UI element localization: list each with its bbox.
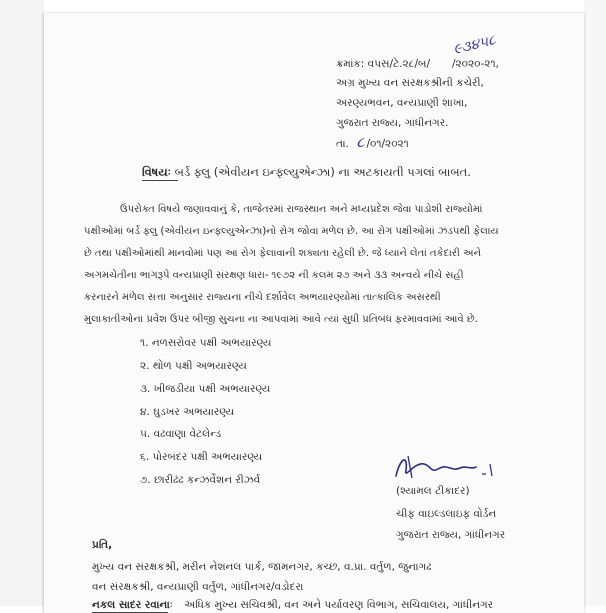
signatory-name: (શ્યામલ ટીકાદર) [396,485,470,497]
body-line-3: છે તથા પક્ષીઓમાંથી માનવોમાં પણ આ રોગ ફેલાવાની શક્યતા રહેલી છે. જે ધ્યાને લેતાં તકેદારી અને [84,248,482,259]
copy-to-label: નકલ સાદર રવાનાઃ [92,599,173,611]
subject-label-underline [142,180,178,181]
signature-mark [390,450,500,484]
recipient-line: વન સંરક્ષકશ્રી, વન્યપ્રાણી વર્તુળ, ગાંધીનગર/વડોદરા [92,581,304,593]
date-suffix: /૦૧/૨૦૨૧ [366,138,409,150]
signatory-place: ગુજરાત રાજ્ય, ગાંધીનગર [396,529,506,541]
body-line-2: પક્ષીઓમાં બર્ડ ફ્લુ (એવીયન ઇન્ફ્લ્યુએન્ઝા)નો રોગ જોવા મળેલ છે. આ રોગ પક્ષીઓમાં ઝડપથી ફેલાય [84,226,499,237]
letter-sheet [44,13,584,613]
reference-number [336,57,499,71]
subject-label: વિષયઃ [142,165,171,179]
sanctuary-item: ૩. ખીજડીયા પક્ષી અભયારણ્ય [140,383,271,395]
office-line-3: ગુજરાત રાજ્ય, ગાંધીનગર. [336,117,449,129]
sanctuary-item: ૧. નળસરોવર પક્ષી અભયારણ્ય [140,337,272,349]
sanctuary-item: ૫. વઢવાણા વેટલેન્ડ [140,428,222,440]
sanctuary-item: ૨. થોળ પક્ષી અભયારણ્ય [140,360,247,372]
date-handwritten: ૮ [356,133,365,151]
right-background [584,0,606,606]
sanctuary-item: ૭. છારીઢંઢ કન્ઝર્વેશન રીઝર્વ [140,474,261,486]
sanctuary-item: ૪. ઘુડખર અભયારણ્ય [140,406,235,418]
date-label: તા. [336,138,349,150]
subject-line [142,165,471,179]
body-line-5: કરનારને મળેલ સત્તા અનુસાર રાજ્યના નીચે દર્શાવેલ અભયારણ્યોમાં તાત્કાલિક અસરથી [84,292,441,303]
recipient-line: મુખ્ય વન સંરક્ષકશ્રી, મરીન નેશનલ પાર્ક, જામનગર, કચ્છ, વ.પ્રા. વર્તુળ, જુનાગઢ [92,561,432,573]
office-line-1: અગ્ર મુખ્ય વન સંરક્ષકશ્રીની કચેરી, [336,77,484,89]
body-line-1: ઉપરોક્ત વિષયે જણાવવાનું કે, તાજેતરમાં રાજસ્થાન અને મધ્યપ્રદેશ જેવા પાડોશી રાજ્યોમાં [120,204,483,215]
reference-handwritten-number: ૯૩૪૫૮ [451,32,498,58]
subject-text: બર્ડ ફ્લુ (એવીયન ઇન્ફ્લ્યુએન્ઝા) ના અટકાયતી પગલાં બાબત. [174,165,471,179]
date-line [336,135,409,151]
reference-suffix: /૨૦૨૦-૨૧, [451,58,499,70]
sanctuary-item: ૬. પોરબંદર પક્ષી અભયારણ્ય [140,451,263,463]
body-line-4: અગમચેતીના ભાગરૂપે વન્યપ્રાણી સંરક્ષણ ધારા- ૧૯૭૨ ની કલમ ૨૭ અને ૩૩ અન્વયે નીચે સહી [84,270,464,281]
reference-prefix: ક્રમાંક: વપસ/ટે.૨૮/બ/ [336,58,430,70]
copy-to-line [92,598,493,612]
copy-to-text: અધિક મુખ્ય સચિવશ્રી, વન અને પર્યાવરણ વિભાગ, સચિવાલય, ગાંધીનગર [184,599,494,611]
office-line-2: અરણ્યભવન, વન્યપ્રાણી શાખા, [336,97,468,109]
recipients-label: પ્રતિ, [92,539,113,551]
signatory-designation: ચીફ વાઇલ્ડલાઇફ વોર્ડન [396,508,497,520]
left-background [0,0,44,606]
body-line-6: મુલાકાતીઓના પ્રવેશ ઉપર બીજી સુચના ના આપવામાં આવે ત્યાં સુધી પ્રતિબંધ ફરમાવવામાં આવે છે. [84,314,478,325]
